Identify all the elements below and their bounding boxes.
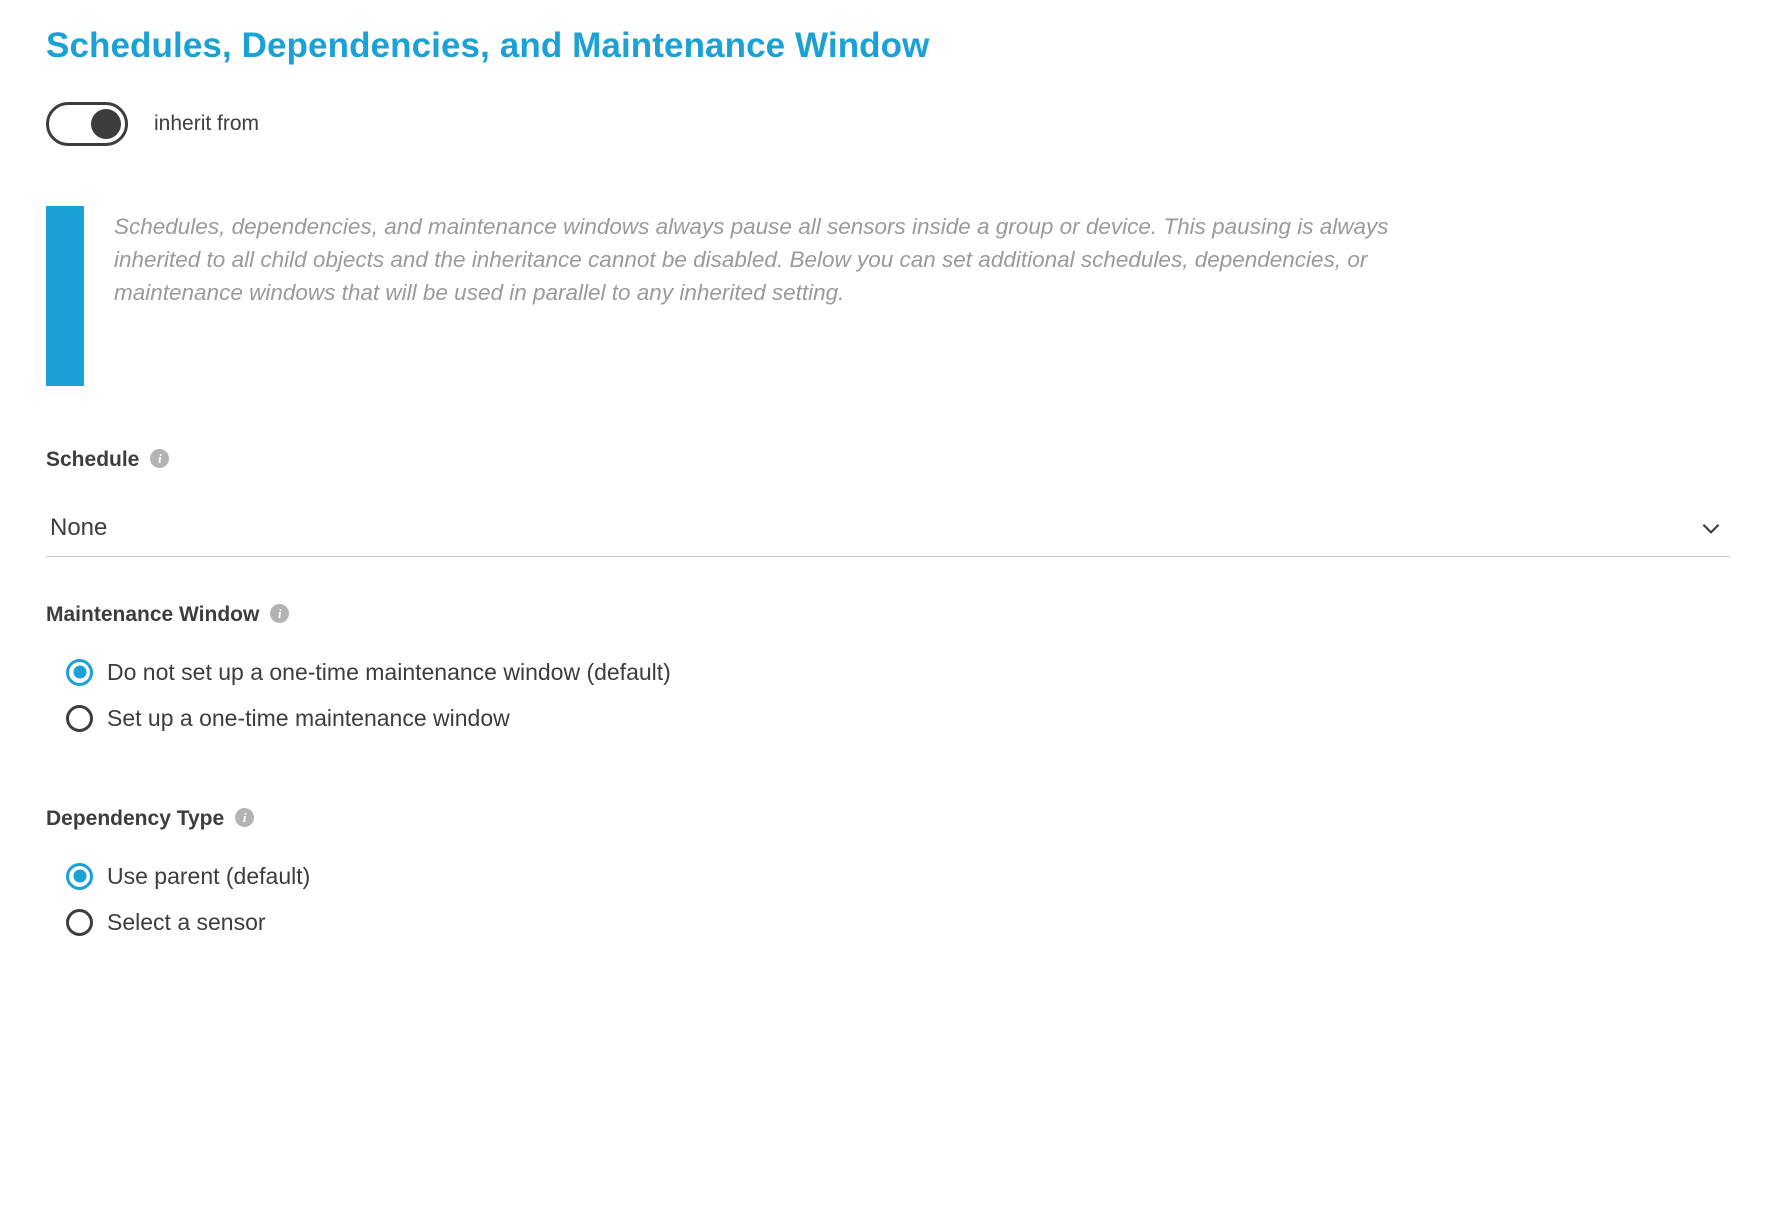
info-icon[interactable]: i <box>270 604 289 623</box>
radio-option-mw-setup[interactable] <box>66 695 1730 741</box>
dependency-type-field <box>46 807 1730 945</box>
schedule-label-row <box>46 448 1730 472</box>
toggle-knob <box>91 109 121 139</box>
inherit-from-toggle[interactable] <box>46 102 128 146</box>
schedule-select-value: None <box>50 514 108 541</box>
radio-option-dep-sensor[interactable] <box>66 899 1730 945</box>
radio-option-dep-parent[interactable] <box>66 853 1730 899</box>
schedule-select[interactable] <box>46 500 1730 557</box>
maintenance-window-radio-group <box>46 649 1730 741</box>
inherit-from-row <box>46 102 1730 146</box>
radio-label: Do not set up a one-time maintenance window (default) <box>107 658 671 685</box>
radio-option-mw-default[interactable] <box>66 649 1730 695</box>
radio-label: Use parent (default) <box>107 862 311 889</box>
dependency-type-label: Dependency Type <box>46 807 225 830</box>
info-callout <box>46 206 1730 386</box>
radio-indicator[interactable] <box>66 659 93 686</box>
schedule-label: Schedule <box>46 448 140 471</box>
inherit-from-label: inherit from <box>154 112 260 135</box>
radio-indicator[interactable] <box>66 909 93 936</box>
chevron-down-icon <box>1698 515 1724 541</box>
page-title: Schedules, Dependencies, and Maintenance Window <box>46 26 930 65</box>
radio-indicator[interactable] <box>66 863 93 890</box>
callout-text: Schedules, dependencies, and maintenance windows always pause all sensors inside a group or device. This pausing is always inherited to all child objects and the inheritance cannot be disabled. Below you can set additional schedules, dependencies, or maintenance windows that will be used in parallel to any inherited setting. <box>114 214 1389 305</box>
dependency-type-radio-group <box>46 853 1730 945</box>
callout-accent-bar <box>46 206 84 386</box>
radio-indicator[interactable] <box>66 705 93 732</box>
info-icon[interactable]: i <box>150 449 169 468</box>
dependency-type-label-row <box>46 807 1730 831</box>
info-icon[interactable]: i <box>235 808 254 827</box>
maintenance-window-label-row <box>46 603 1730 627</box>
maintenance-window-label: Maintenance Window <box>46 603 260 626</box>
radio-label: Set up a one-time maintenance window <box>107 704 510 731</box>
radio-label: Select a sensor <box>107 908 266 935</box>
schedule-field <box>46 448 1730 557</box>
maintenance-window-field <box>46 603 1730 741</box>
